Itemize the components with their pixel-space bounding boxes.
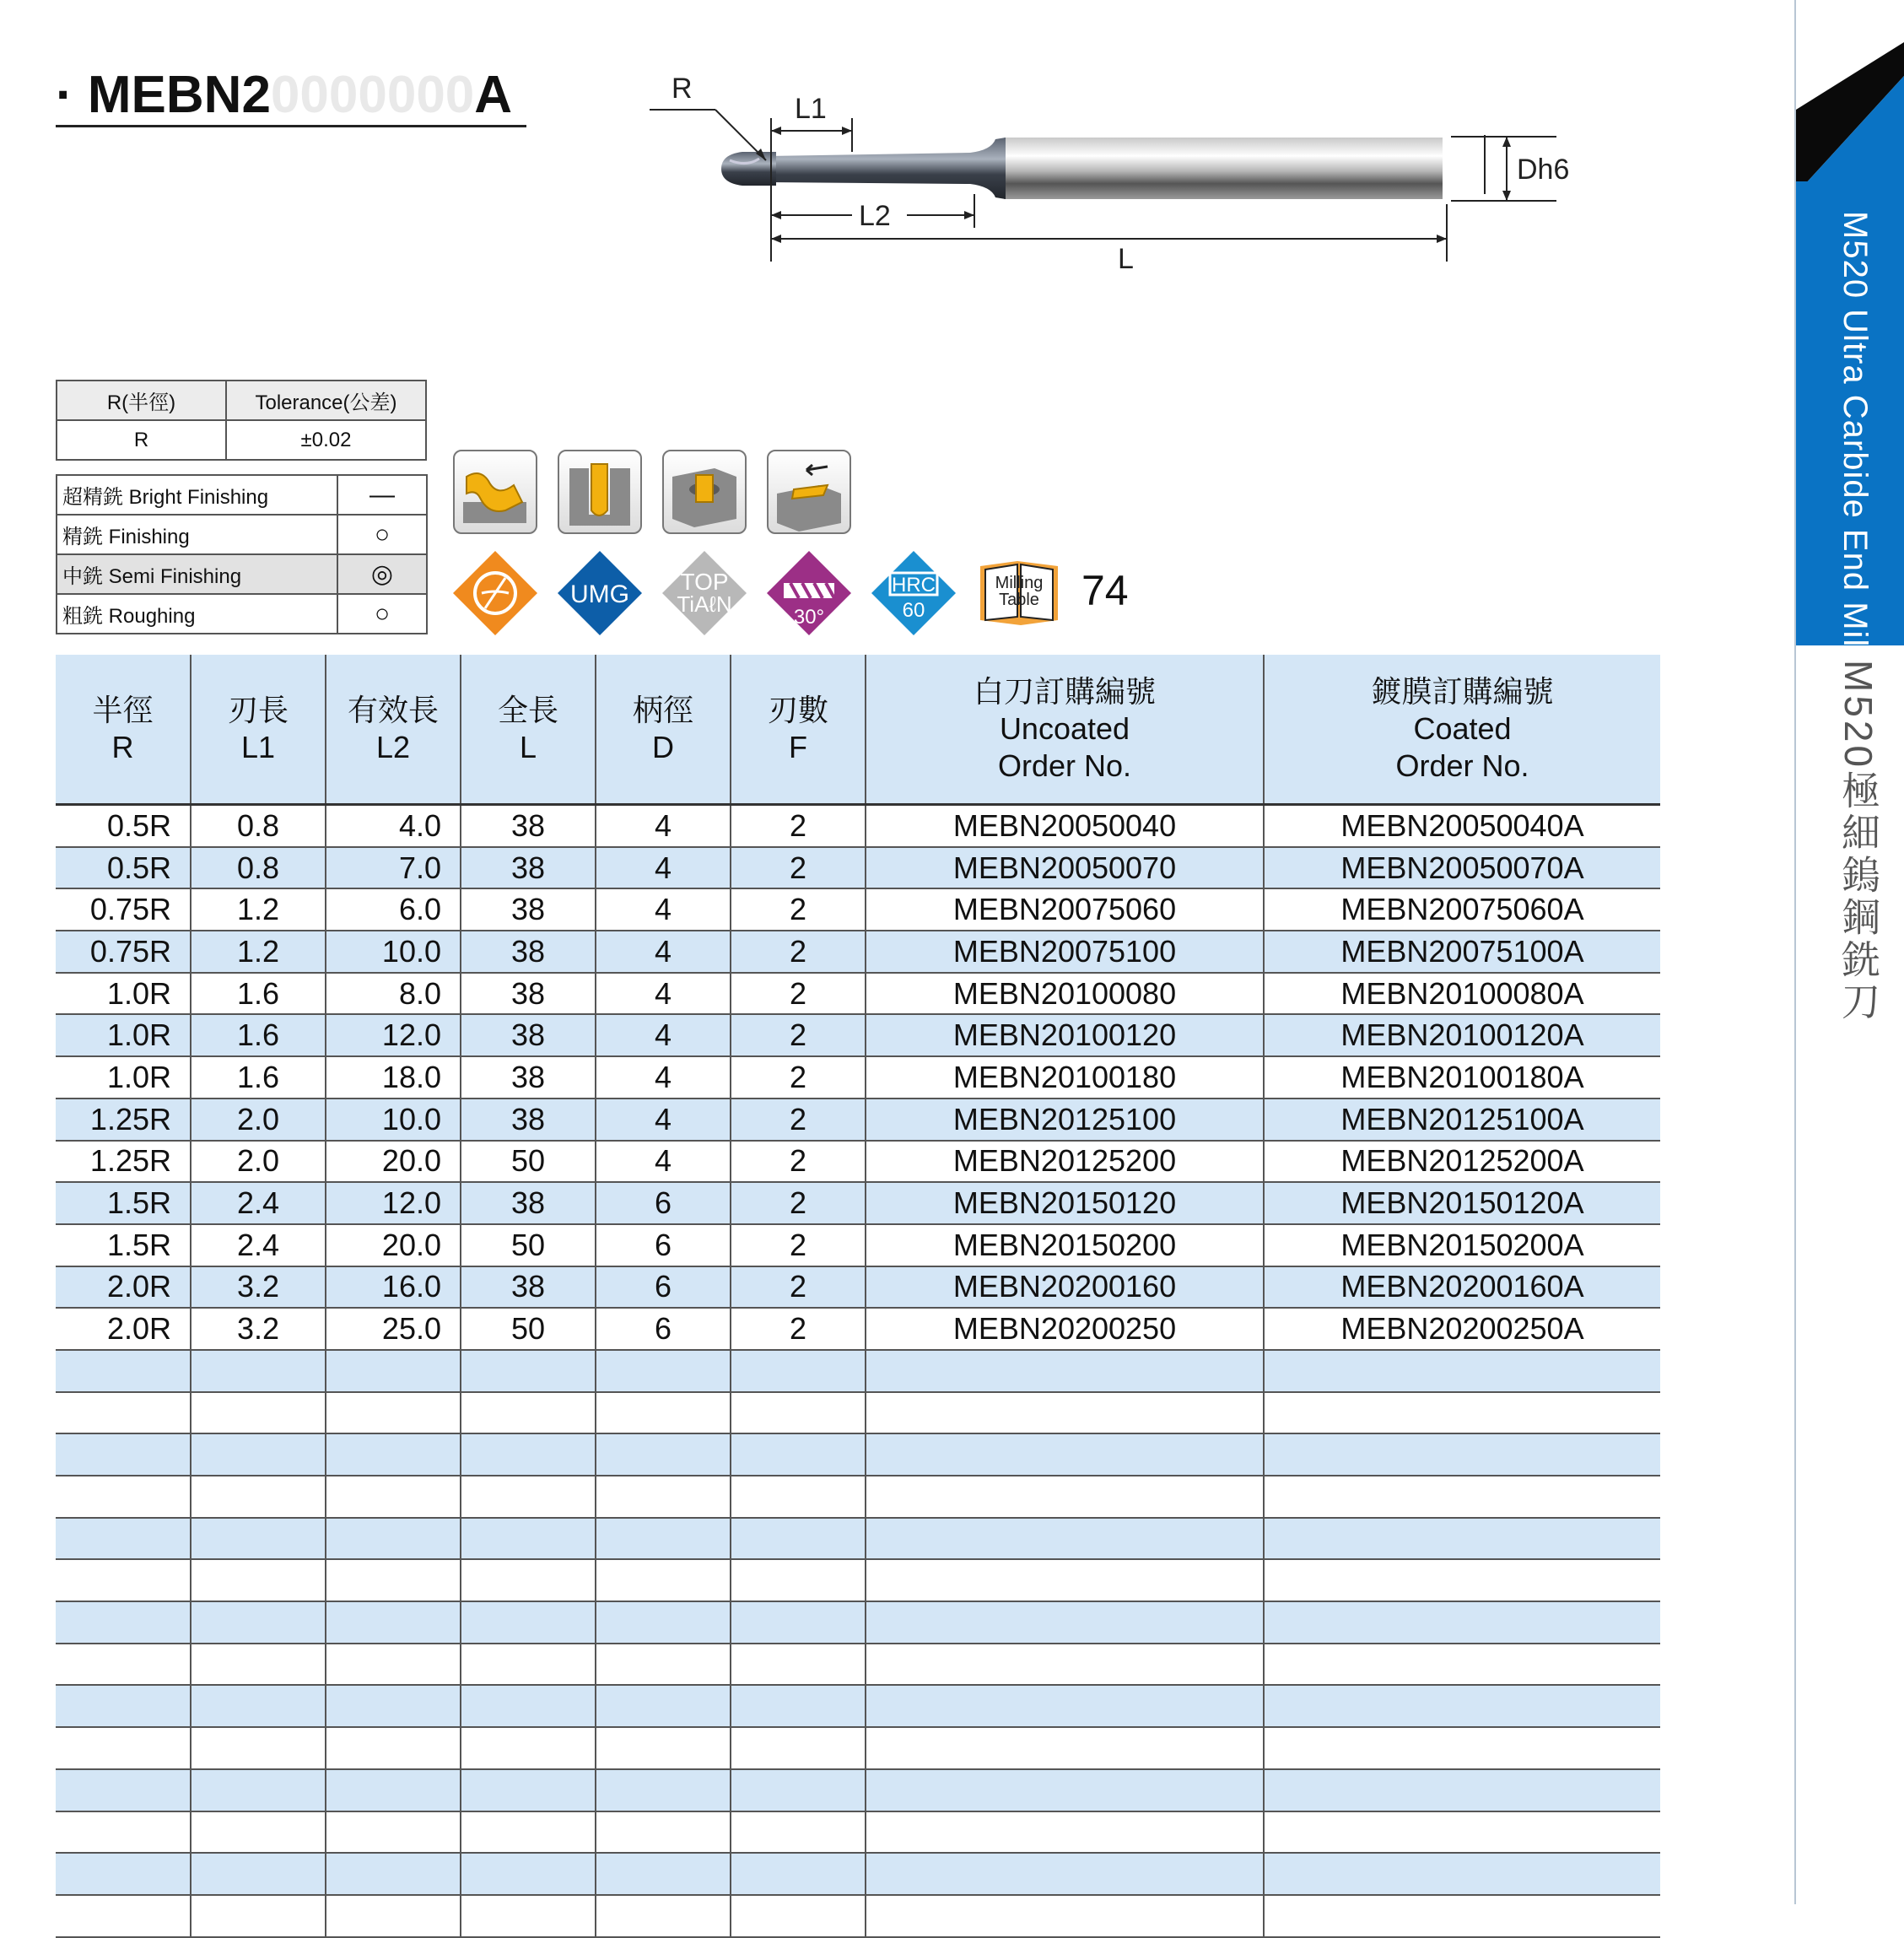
cell-coated-order-no: MEBN20050040A [1264,805,1660,847]
slot-milling-icon [558,450,642,534]
cell-coated-order-no: MEBN20100180A [1264,1056,1660,1099]
cell-f: 2 [731,1099,866,1141]
table-row [56,1266,1660,1309]
header-flute-length: 刃長 L1 [191,655,326,805]
cell-coated-order-no: MEBN20200160A [1264,1266,1660,1309]
finish-label: 精銑 Finishing [57,515,337,554]
cell-d [596,1727,731,1769]
label-l1: L1 [795,93,827,125]
header-flutes: 刃數 F [731,655,866,805]
cell-l [461,1601,596,1644]
cell-uncoated-order-no: MEBN20075060 [866,888,1264,931]
svg-text:TiAℓN: TiAℓN [677,591,732,617]
table-row [56,1559,1660,1601]
cell-coated-order-no [1264,1601,1660,1644]
cell-coated-order-no: MEBN20100080A [1264,973,1660,1015]
table-row [56,1433,1660,1476]
table-row [56,973,1660,1015]
cell-f [731,1853,866,1895]
cell-l2 [326,1727,461,1769]
table-row [56,1476,1660,1518]
cell-f [731,1811,866,1854]
cell-uncoated-order-no [866,1433,1264,1476]
cell-coated-order-no: MEBN20100120A [1264,1014,1660,1056]
table-row [56,1392,1660,1434]
cell-f: 2 [731,973,866,1015]
cell-l2 [326,1601,461,1644]
cell-l2: 16.0 [326,1266,461,1309]
cell-d [596,1392,731,1434]
cell-uncoated-order-no [866,1392,1264,1434]
cell-radius: 1.5R [56,1224,191,1266]
cell-coated-order-no [1264,1392,1660,1434]
svg-text:TOP: TOP [680,569,729,595]
table-row [56,1853,1660,1895]
cell-d [596,1476,731,1518]
cell-f: 2 [731,1308,866,1350]
cell-uncoated-order-no [866,1685,1264,1727]
cell-l1 [191,1476,326,1518]
cell-uncoated-order-no [866,1476,1264,1518]
cell-f [731,1350,866,1392]
cell-coated-order-no: MEBN20075100A [1264,931,1660,973]
finishing-table [56,474,428,634]
cell-l2: 8.0 [326,973,461,1015]
cell-l2: 4.0 [326,805,461,847]
cell-radius [56,1476,191,1518]
cell-coated-order-no [1264,1350,1660,1392]
cell-f [731,1518,866,1560]
cell-d: 4 [596,1056,731,1099]
cell-l2 [326,1559,461,1601]
tool-neck [768,138,1006,199]
cell-coated-order-no: MEBN20200250A [1264,1308,1660,1350]
cell-l1 [191,1769,326,1811]
cell-coated-order-no [1264,1644,1660,1686]
table-row [56,1811,1660,1854]
tool-shank [1004,138,1443,199]
cell-f: 2 [731,888,866,931]
label-dh6: Dh6 [1517,154,1569,186]
header-radius: 半徑 R [56,655,191,805]
cell-coated-order-no [1264,1685,1660,1727]
cell-uncoated-order-no: MEBN20075100 [866,931,1264,973]
cell-f [731,1559,866,1601]
cell-l: 38 [461,973,596,1015]
cell-f: 2 [731,1266,866,1309]
cell-l1 [191,1895,326,1937]
cell-l: 38 [461,1266,596,1309]
cell-d: 4 [596,1014,731,1056]
cell-uncoated-order-no: MEBN20125200 [866,1141,1264,1183]
table-row [56,1224,1660,1266]
cell-l2 [326,1518,461,1560]
cell-l2: 6.0 [326,888,461,931]
cell-f: 2 [731,1014,866,1056]
tialn-coating-badge [661,549,748,637]
header-overall-length: 全長 L [461,655,596,805]
tolerance-value-r: R [57,420,226,460]
label-l: L [1118,243,1134,275]
cell-l [461,1518,596,1560]
cell-d [596,1601,731,1644]
cell-radius: 1.0R [56,1014,191,1056]
cell-uncoated-order-no: MEBN20100120 [866,1014,1264,1056]
table-row [56,1644,1660,1686]
cell-uncoated-order-no: MEBN20050070 [866,847,1264,889]
cell-l: 38 [461,1056,596,1099]
cell-l: 50 [461,1308,596,1350]
cell-radius: 1.25R [56,1141,191,1183]
cell-f [731,1392,866,1434]
cell-l2: 10.0 [326,931,461,973]
svg-text:HRC: HRC [892,574,936,597]
label-r: R [672,73,693,105]
table-row [56,1769,1660,1811]
cell-l: 38 [461,1182,596,1224]
finish-label: 中銑 Semi Finishing [57,554,337,594]
cell-radius: 0.75R [56,931,191,973]
cell-radius [56,1895,191,1937]
cell-l1 [191,1853,326,1895]
cell-l [461,1727,596,1769]
cell-l1 [191,1685,326,1727]
cell-f: 2 [731,1141,866,1183]
cell-d: 6 [596,1266,731,1309]
tool-ball-head [721,152,776,186]
cell-l2 [326,1769,461,1811]
cell-radius [56,1685,191,1727]
hrc-60-badge [870,549,957,637]
header-coated-order-no: 鍍膜訂購編號 Coated Order No. [1264,655,1660,805]
table-row [56,931,1660,973]
cell-uncoated-order-no [866,1644,1264,1686]
cell-l1 [191,1727,326,1769]
cell-d: 6 [596,1182,731,1224]
cell-l2: 12.0 [326,1014,461,1056]
cell-uncoated-order-no [866,1853,1264,1895]
cell-radius [56,1853,191,1895]
cell-coated-order-no [1264,1518,1660,1560]
cell-coated-order-no [1264,1433,1660,1476]
cell-coated-order-no: MEBN20150120A [1264,1182,1660,1224]
finish-label: 超精銑 Bright Finishing [57,475,337,515]
cell-radius: 0.75R [56,888,191,931]
cell-l2 [326,1895,461,1937]
cell-l2: 25.0 [326,1308,461,1350]
cell-radius [56,1433,191,1476]
cell-coated-order-no [1264,1559,1660,1601]
helix-30-badge [765,549,853,637]
finish-symbol: ○ [337,594,427,634]
cell-d: 4 [596,931,731,973]
cell-coated-order-no [1264,1853,1660,1895]
cell-coated-order-no [1264,1727,1660,1769]
cell-d [596,1644,731,1686]
cell-l1 [191,1392,326,1434]
label-l2: L2 [859,200,891,232]
cell-coated-order-no [1264,1769,1660,1811]
cell-radius: 1.0R [56,973,191,1015]
cell-coated-order-no: MEBN20125200A [1264,1141,1660,1183]
cell-d [596,1518,731,1560]
cell-radius [56,1559,191,1601]
cell-radius: 0.5R [56,847,191,889]
svg-text:60: 60 [902,599,925,622]
cell-l: 38 [461,847,596,889]
table-row [56,1518,1660,1560]
side-title-en: M520 Ultra Carbide End Mills [1837,211,1874,674]
cell-f [731,1727,866,1769]
cell-l1: 1.2 [191,931,326,973]
cell-l1: 0.8 [191,805,326,847]
cell-l2: 10.0 [326,1099,461,1141]
cell-l [461,1392,596,1434]
cell-d [596,1685,731,1727]
cell-radius: 0.5R [56,805,191,847]
header-shank-diameter: 柄徑 D [596,655,731,805]
pocket-milling-icon [662,450,747,534]
cell-l: 38 [461,1014,596,1056]
table-row [56,805,1660,847]
cell-l1 [191,1350,326,1392]
cell-d [596,1559,731,1601]
cell-uncoated-order-no [866,1811,1264,1854]
cell-uncoated-order-no: MEBN20100180 [866,1056,1264,1099]
cell-l1 [191,1811,326,1854]
table-row [56,1350,1660,1392]
cell-l1: 2.0 [191,1099,326,1141]
side-tab-corner [1796,0,1904,194]
cell-uncoated-order-no: MEBN20125100 [866,1099,1264,1141]
cell-f: 2 [731,847,866,889]
cell-coated-order-no [1264,1476,1660,1518]
cell-l2 [326,1811,461,1854]
cell-l1 [191,1601,326,1644]
side-title-zh: M520極細鎢鋼銑刀 [1837,660,1880,1024]
cell-l: 38 [461,805,596,847]
cell-f: 2 [731,805,866,847]
ball-end-icon [451,549,539,637]
cell-f: 2 [731,931,866,973]
cell-l [461,1685,596,1727]
cell-d: 4 [596,973,731,1015]
cell-radius: 1.25R [56,1099,191,1141]
cell-radius [56,1644,191,1686]
cell-f: 2 [731,1182,866,1224]
cell-d [596,1853,731,1895]
cell-uncoated-order-no: MEBN20100080 [866,973,1264,1015]
finish-symbol: ○ [337,515,427,554]
cell-radius: 1.5R [56,1182,191,1224]
table-row [56,1182,1660,1224]
cell-f [731,1433,866,1476]
cell-l [461,1853,596,1895]
cell-uncoated-order-no [866,1559,1264,1601]
product-table [56,655,1660,1938]
cell-l1: 3.2 [191,1308,326,1350]
cell-l1: 2.0 [191,1141,326,1183]
cell-uncoated-order-no: MEBN20200160 [866,1266,1264,1309]
cell-d [596,1811,731,1854]
cell-f [731,1476,866,1518]
cell-l2: 7.0 [326,847,461,889]
milling-table-icon [977,549,1061,637]
finish-label: 粗銑 Roughing [57,594,337,634]
cell-l: 38 [461,888,596,931]
cell-d: 6 [596,1308,731,1350]
cell-l2: 20.0 [326,1224,461,1266]
cell-uncoated-order-no [866,1350,1264,1392]
cell-radius [56,1601,191,1644]
cell-l2 [326,1853,461,1895]
cell-l2 [326,1644,461,1686]
cell-l1: 1.6 [191,1056,326,1099]
cell-radius [56,1727,191,1769]
svg-text:30°: 30° [793,606,825,629]
finish-symbol: — [337,475,427,515]
cell-l [461,1433,596,1476]
finish-symbol: ◎ [337,554,427,594]
cell-l [461,1559,596,1601]
header-effective-length: 有效長 L2 [326,655,461,805]
svg-text:Table: Table [999,591,1039,609]
cell-l: 50 [461,1141,596,1183]
cell-d [596,1895,731,1937]
cell-coated-order-no: MEBN20075060A [1264,888,1660,931]
cell-l [461,1769,596,1811]
table-row [56,1685,1660,1727]
cell-l2 [326,1685,461,1727]
table-row [56,888,1660,931]
face-milling-icon [767,450,851,534]
cell-coated-order-no: MEBN20125100A [1264,1099,1660,1141]
tolerance-value: ±0.02 [226,420,426,460]
table-row [56,847,1660,889]
cell-l [461,1811,596,1854]
cell-radius [56,1811,191,1854]
cell-coated-order-no [1264,1811,1660,1854]
cell-d: 4 [596,1141,731,1183]
cell-l1: 0.8 [191,847,326,889]
cell-l2 [326,1392,461,1434]
cell-radius [56,1769,191,1811]
cell-uncoated-order-no: MEBN20200250 [866,1308,1264,1350]
cell-uncoated-order-no [866,1727,1264,1769]
page-title: · MEBN20000000A [56,66,526,127]
profile-milling-icon [453,450,537,534]
cell-l [461,1644,596,1686]
cell-l1: 1.6 [191,973,326,1015]
cell-radius [56,1392,191,1434]
cell-l2 [326,1476,461,1518]
cell-l [461,1476,596,1518]
cell-l [461,1350,596,1392]
table-row [56,1895,1660,1937]
cell-l: 38 [461,1099,596,1141]
cell-uncoated-order-no: MEBN20150200 [866,1224,1264,1266]
cell-uncoated-order-no: MEBN20050040 [866,805,1264,847]
cell-l1: 1.2 [191,888,326,931]
cell-coated-order-no: MEBN20050070A [1264,847,1660,889]
cell-f [731,1685,866,1727]
cell-f [731,1601,866,1644]
cell-d: 6 [596,1224,731,1266]
cell-l: 38 [461,931,596,973]
tolerance-table [56,380,427,461]
cell-l2 [326,1433,461,1476]
cell-d [596,1433,731,1476]
cell-uncoated-order-no [866,1769,1264,1811]
cell-coated-order-no: MEBN20150200A [1264,1224,1660,1266]
tolerance-header-tol: Tolerance(公差) [226,381,426,420]
cell-uncoated-order-no [866,1601,1264,1644]
cell-d: 4 [596,1099,731,1141]
table-row [56,1141,1660,1183]
cell-l [461,1895,596,1937]
cell-l2 [326,1350,461,1392]
svg-text:UMG: UMG [570,580,629,608]
cell-l1 [191,1559,326,1601]
tolerance-header-r: R(半徑) [57,381,226,420]
cell-radius: 2.0R [56,1308,191,1350]
cell-uncoated-order-no [866,1518,1264,1560]
cell-radius [56,1518,191,1560]
table-row [56,1727,1660,1769]
svg-text:Milling: Milling [995,574,1044,592]
cell-uncoated-order-no [866,1895,1264,1937]
cell-d [596,1350,731,1392]
cell-f [731,1769,866,1811]
cell-l: 50 [461,1224,596,1266]
cell-l2: 12.0 [326,1182,461,1224]
header-uncoated-order-no: 白刀訂購編號 Uncoated Order No. [866,655,1264,805]
cell-l1 [191,1433,326,1476]
table-row [56,1099,1660,1141]
cell-l1: 1.6 [191,1014,326,1056]
cell-coated-order-no [1264,1895,1660,1937]
cell-l2: 20.0 [326,1141,461,1183]
cell-l1 [191,1518,326,1560]
cell-d: 4 [596,805,731,847]
umg-badge [556,549,644,637]
cell-radius [56,1350,191,1392]
cell-l2: 18.0 [326,1056,461,1099]
cell-d: 4 [596,847,731,889]
cell-d [596,1769,731,1811]
table-row [56,1308,1660,1350]
cell-uncoated-order-no: MEBN20150120 [866,1182,1264,1224]
table-row [56,1601,1660,1644]
cell-f [731,1644,866,1686]
table-row [56,1014,1660,1056]
cell-l1: 2.4 [191,1224,326,1266]
end-mill-drawing [641,67,1569,287]
cell-d: 4 [596,888,731,931]
table-row [56,1056,1660,1099]
milling-table-page-ref: 74 [1081,567,1129,614]
cell-f [731,1895,866,1937]
cell-radius: 1.0R [56,1056,191,1099]
cell-f: 2 [731,1224,866,1266]
cell-f: 2 [731,1056,866,1099]
cell-l1 [191,1644,326,1686]
cell-l1: 3.2 [191,1266,326,1309]
cell-radius: 2.0R [56,1266,191,1309]
cell-l1: 2.4 [191,1182,326,1224]
